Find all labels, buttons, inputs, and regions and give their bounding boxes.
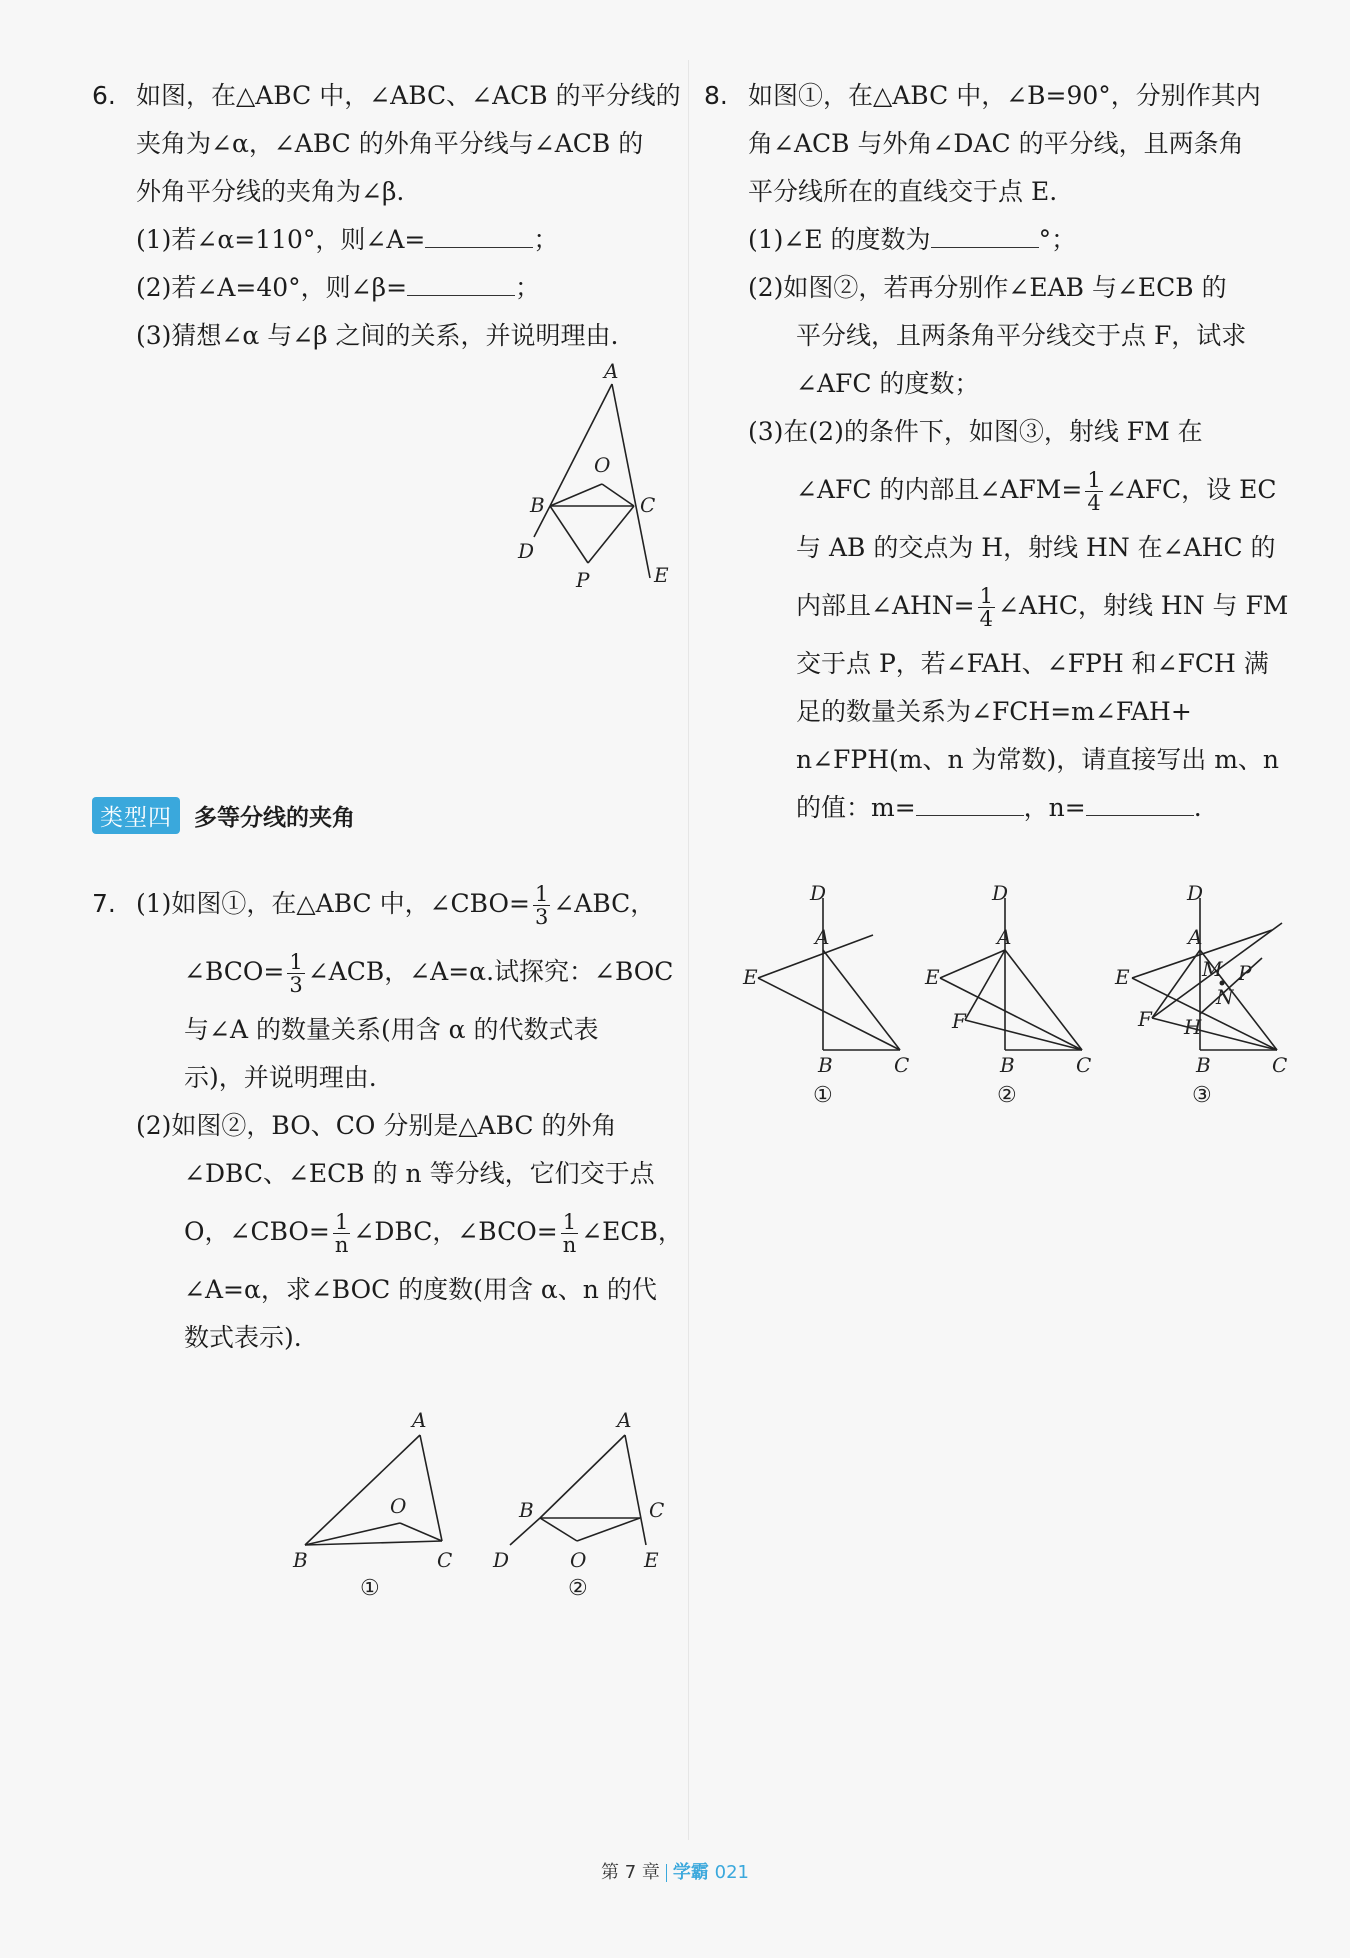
point-label: O (570, 1548, 587, 1572)
right-column (704, 72, 1294, 832)
segment (588, 506, 634, 563)
point-label: M (1202, 957, 1223, 981)
point-label: D (810, 881, 827, 905)
point-label: P (576, 568, 590, 592)
point-label: F (1138, 1007, 1152, 1031)
sub-question-3: (3)猜想∠α 与∠β 之间的关系，并说明理由. (136, 321, 619, 350)
answer-blank[interactable] (425, 219, 533, 248)
section-badge: 类型四 (92, 797, 180, 834)
q8-figure-3 (1102, 868, 1302, 1110)
segment (420, 1435, 442, 1541)
sub-question-1: (1)若∠α=110°，则∠A= ； (92, 216, 680, 264)
point-label: E (644, 1548, 659, 1572)
column-divider (688, 60, 689, 1840)
point-label: C (640, 493, 656, 517)
segment (940, 950, 1005, 978)
point-label: C (894, 1053, 910, 1077)
sub-question-2: (2)如图②，若再分别作∠EAB 与∠ECB 的 (748, 273, 1227, 302)
answer-blank[interactable] (407, 267, 515, 296)
point-label: D (1187, 881, 1204, 905)
figure-caption: ② (568, 1576, 588, 1600)
point-label: A (617, 1408, 632, 1432)
question-text: ∠AFC 的度数； (796, 369, 980, 398)
question-text: 夹角为∠α，∠ABC 的外角平分线与∠ACB 的 (136, 129, 644, 158)
point-label: B (530, 493, 545, 517)
point-label: A (997, 925, 1012, 949)
question-text: ∠DBC、∠ECB 的 n 等分线，它们交于点 (184, 1159, 655, 1188)
segment (305, 1435, 420, 1545)
question-text: 与∠A 的数量关系(用含 α 的代数式表 (184, 1015, 599, 1044)
point-label: A (815, 925, 830, 949)
segment (577, 1518, 640, 1541)
question-number: 7. (92, 889, 116, 918)
figure-caption: ① (813, 1083, 833, 1108)
question-text: n∠FPH(m、n 为常数)，请直接写出 m、n (796, 745, 1280, 774)
question-text: 的值：m= ，n= . (704, 784, 1294, 832)
point-label: C (649, 1498, 665, 1522)
point-label: N (1216, 985, 1234, 1009)
segment (1005, 950, 1082, 1050)
question-text: ∠A=α，求∠BOC 的度数(用含 α、n 的代 (184, 1275, 657, 1304)
q7-figure-1 (285, 1405, 465, 1600)
segment (965, 950, 1005, 1020)
question-number: 6. (92, 81, 116, 110)
segment (400, 1523, 442, 1541)
segment (305, 1523, 400, 1545)
fraction: $\frac{1}{3}$ (534, 882, 549, 929)
sub-question-3: (3)在(2)的条件下，如图③，射线 FM 在 (748, 417, 1203, 446)
section-header (92, 797, 355, 833)
point-label: A (1188, 925, 1203, 949)
point-label: D (992, 881, 1009, 905)
point-label: F (952, 1009, 966, 1033)
point-label: B (1196, 1053, 1211, 1077)
segment (1152, 1018, 1277, 1050)
question-text: 外角平分线的夹角为∠β. (136, 177, 405, 206)
point-label: B (818, 1053, 833, 1077)
page-footer (0, 1858, 1350, 1884)
question-text: 与 AB 的交点为 H，射线 HN 在∠AHC 的 (796, 533, 1276, 562)
point-label: A (604, 360, 619, 383)
question-text: 数式表示). (184, 1323, 302, 1352)
segment (305, 1541, 442, 1545)
footer-divider (666, 1864, 667, 1882)
question-text: 足的数量关系为∠FCH=m∠FAH+ (796, 697, 1192, 726)
fraction: $\frac{1}{3}$ (289, 950, 303, 997)
question-text: ∠BCO= $\frac{1}{3}$ ∠ACB，∠A=α.试探究：∠BOC (184, 950, 674, 997)
point-label: B (293, 1548, 308, 1572)
q7-figure-2 (485, 1405, 675, 1600)
segment (510, 1518, 540, 1545)
segment (540, 1518, 577, 1541)
fraction: $\frac{1}{4}$ (979, 584, 994, 631)
segment (602, 484, 634, 506)
point-label: E (743, 965, 758, 989)
question-text: 示)，并说明理由. (184, 1063, 377, 1092)
segment (550, 506, 588, 563)
point-label: P (1238, 961, 1252, 985)
question-7 (92, 870, 683, 1362)
point-label: A (412, 1408, 427, 1432)
question-number: 8. (704, 81, 728, 110)
point-label: O (390, 1494, 407, 1518)
segment (540, 1435, 625, 1518)
segment (550, 484, 602, 506)
point-label: C (1272, 1053, 1288, 1077)
figure-caption: ① (360, 1576, 380, 1600)
answer-blank[interactable] (916, 787, 1024, 816)
q8-figure-2 (920, 880, 1100, 1110)
answer-blank[interactable] (1086, 787, 1194, 816)
question-text: 如图，在△ABC 中，∠ABC、∠ACB 的平分线的 (136, 81, 681, 110)
point-label: C (1076, 1053, 1092, 1077)
segment (823, 950, 900, 1050)
point-label: E (925, 965, 940, 989)
question-text: O，∠CBO= $\frac{1}{n}$ ∠DBC，∠BCO= $\frac{1}{n}$ ∠ECB， (184, 1210, 683, 1257)
point-label: O (594, 453, 611, 477)
question-text: 如图①，在△ABC 中，∠B=90°，分别作其内 (748, 81, 1261, 110)
sub-question-2: (2)如图②，BO、CO 分别是△ABC 的外角 (136, 1111, 617, 1140)
segment (758, 978, 900, 1050)
answer-blank[interactable] (931, 219, 1039, 248)
segment (1132, 978, 1277, 1050)
fraction: $\frac{1}{4}$ (1087, 468, 1101, 515)
point-label: D (493, 1548, 510, 1572)
segment (612, 384, 650, 578)
fraction: $\frac{1}{n}$ (334, 1210, 349, 1257)
segment (625, 1435, 646, 1545)
question-text: 内部且∠AHN= $\frac{1}{4}$ ∠AHC，射线 HN 与 FM (796, 584, 1289, 631)
point-label: B (519, 1498, 534, 1522)
question-text: ∠AFC 的内部且∠AFM= $\frac{1}{4}$ ∠AFC，设 EC (796, 468, 1277, 515)
point-label: E (1115, 965, 1130, 989)
point-label: D (518, 539, 535, 563)
figure-caption: ② (997, 1083, 1017, 1108)
chapter-label: 第 7 章 (601, 1862, 660, 1883)
fraction: $\frac{1}{n}$ (562, 1210, 577, 1257)
point-label: H (1184, 1015, 1202, 1039)
sub-question-2: (2)若∠A=40°，则∠β= ； (92, 264, 680, 312)
figure-caption: ③ (1192, 1083, 1212, 1108)
point-label: E (654, 563, 669, 587)
left-column (92, 72, 680, 360)
q8-figure-1 (738, 880, 918, 1110)
sub-question-1: (1)∠E 的度数为 °； (704, 216, 1294, 264)
segment (965, 1020, 1082, 1050)
question-text: 交于点 P，若∠FAH、∠FPH 和∠FCH 满 (796, 649, 1269, 678)
page-number: 021 (714, 1862, 749, 1883)
q6-figure (500, 360, 690, 600)
question-6 (92, 72, 680, 360)
point-label: B (1000, 1053, 1015, 1077)
sub-question-1: (1)如图①，在△ABC 中，∠CBO= $\frac{1}{3}$ ∠ABC， (136, 882, 656, 929)
question-text: 平分线所在的直线交于点 E. (748, 177, 1058, 206)
section-title: 多等分线的夹角 (194, 804, 355, 831)
brand-logo: 学霸 (672, 1862, 709, 1883)
question-8 (704, 72, 1294, 832)
segment (550, 384, 612, 506)
question-text: 平分线，且两条角平分线交于点 F，试求 (796, 321, 1247, 350)
question-text: 角∠ACB 与外角∠DAC 的平分线，且两条角 (748, 129, 1244, 158)
point-label: C (437, 1548, 453, 1572)
